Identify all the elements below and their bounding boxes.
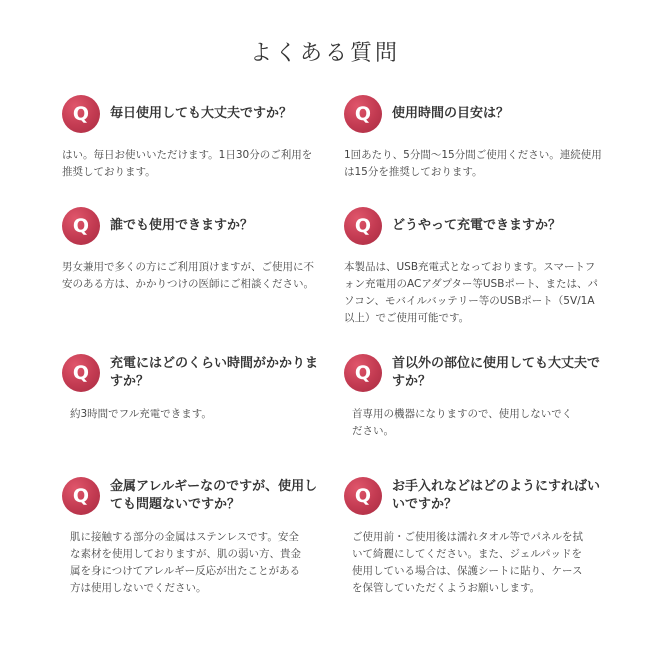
faq-question: 首以外の部位に使用しても大丈夫ですか？ — [392, 356, 601, 389]
faq-item-metal-allergy — [62, 477, 322, 597]
faq-answer: 肌に接触する部分の金属はステンレスです。安全な素材を使用しておりますが、肌の弱い方、貴金属を身につけてアレルギー反応が出たことがある方は使用しないでください。 — [70, 531, 301, 594]
faq-question: 使用時間の目安は？ — [392, 106, 510, 121]
faq-answer: ご使用前・ご使用後は濡れタオル等でパネルを拭いて綺麗にしてください。また、ジェルパッドを使用している場合は、保護シートに貼り、ケースを保管していただくようお願いします。 — [352, 531, 583, 594]
faq-question: お手入れなどはどのようにすればいいですか？ — [392, 479, 601, 512]
faq-question-row — [62, 207, 322, 247]
faq-question: どうやって充電できますか？ — [392, 218, 562, 233]
faq-question: 誰でも使用できますか？ — [110, 218, 254, 233]
faq-answer: 首専用の機器になりますので、使用しないでください。 — [352, 408, 573, 437]
faq-question-row — [344, 207, 604, 247]
faq-answer: 1回あたり、5分間〜15分間ご使用ください。連続使用は15分を推奨しております。 — [344, 149, 602, 178]
q-badge-icon: Q — [62, 95, 100, 133]
faq-question: 充電にはどのくらい時間がかかりますか？ — [110, 356, 319, 389]
faq-item-daily-use — [62, 95, 322, 181]
q-badge-icon: Q — [62, 354, 100, 392]
faq-question-row — [62, 477, 322, 517]
q-badge-icon: Q — [344, 477, 382, 515]
faq-item-who-can-use — [62, 207, 322, 293]
q-badge-icon: Q — [344, 207, 382, 245]
faq-item-usage-time — [344, 95, 604, 181]
q-badge-icon: Q — [344, 354, 382, 392]
faq-question-row — [344, 354, 604, 394]
faq-answer: 本製品は、USB充電式となっております。スマートフォン充電用のACアダプター等USBポート、または、パソコン、モバイルバッテリー等のUSBポート（5V/1A以上）でご使用可能です。 — [344, 261, 598, 324]
faq-item-charging-method — [344, 207, 604, 327]
faq-question-row — [62, 354, 322, 394]
faq-question: 金属アレルギーなのですが、使用しても問題ないですか？ — [110, 479, 318, 512]
faq-question: 毎日使用しても大丈夫ですか？ — [110, 106, 293, 121]
page-title: よくある質問 — [249, 41, 400, 66]
faq-item-maintenance — [344, 477, 604, 597]
faq-answer: 男女兼用で多くの方にご利用頂けますが、ご使用に不安のある方は、かかりつけの医師にご相談ください。 — [62, 261, 314, 290]
faq-question-row — [62, 95, 322, 135]
q-badge-icon: Q — [344, 95, 382, 133]
q-badge-icon: Q — [62, 477, 100, 515]
q-badge-icon: Q — [62, 207, 100, 245]
faq-question-row — [344, 95, 604, 135]
faq-answer: はい。毎日お使いいただけます。1日30分のご利用を推奨しております。 — [62, 149, 313, 178]
faq-item-charge-duration — [62, 354, 322, 423]
faq-question-row — [344, 477, 604, 517]
faq-item-other-body-parts — [344, 354, 604, 440]
faq-answer: 約3時間でフル充電できます。 — [70, 408, 212, 420]
